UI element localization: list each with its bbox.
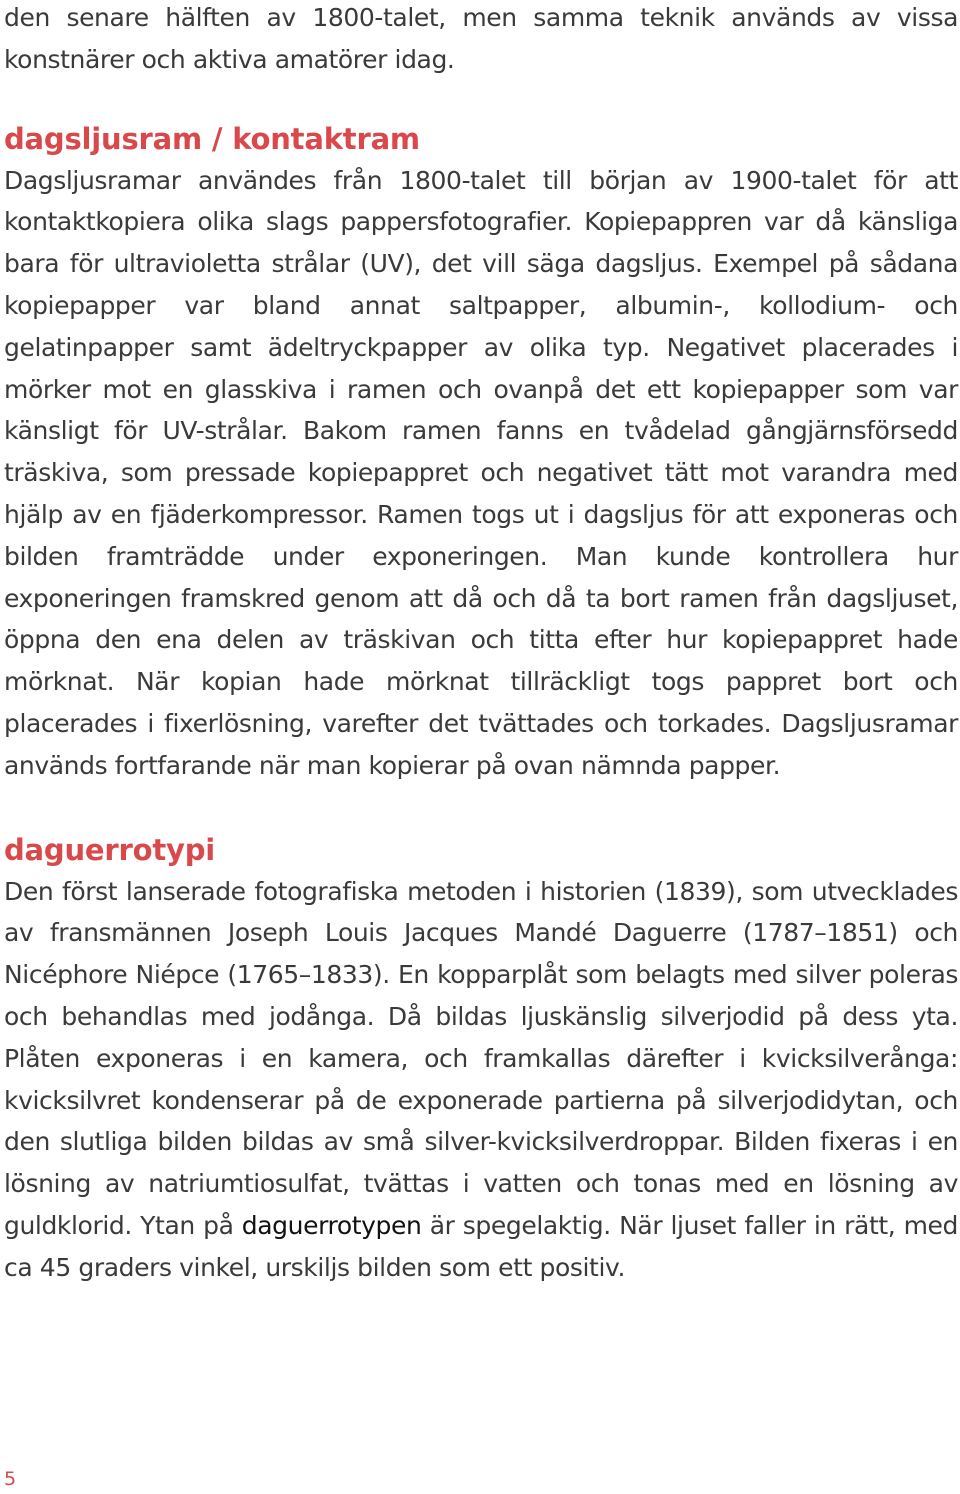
section-body-daguerrotypi xyxy=(4,871,958,1289)
intro-paragraph: den senare hälften av 1800-talet, men samma teknik används av vissa konstnärer och aktiva amatörer idag. xyxy=(4,3,958,74)
body-text-before: Den först lanserade fotografiska metoden i historien (1839), som utvecklades av fransmännen Joseph Louis Jacques Mandé Daguerre (1787–1851) och Nicéphore Niépce (1765–1833). En kopparplåt som belagts med silver poleras och behandlas med jodånga. Då bildas ljuskänslig silverjodid på dess yta. Plåten exponeras i en kamera, och framkallas därefter i kvicksilverånga: kvicksilvret kondenserar på de exponerade partierna på silverjodidytan, och den slutliga bilden bildas av små silver-kvicksilverdroppar. Bilden fixeras i en lösning av natriumtiosulfat, tvättas i vatten och tonas med en lösning av guldklorid. Ytan på xyxy=(4,876,958,1240)
document-page xyxy=(4,0,958,1289)
page-number: 5 xyxy=(4,1468,17,1490)
section-body-dagsljusram: Dagsljusramar användes från 1800-talet till början av 1900-talet för att kontaktkopiera olika slags pappersfotografier. Kopiepappren var då känsliga bara för ultravioletta strålar (UV), det vill säga dagsljus. Exempel på sådana kopiepapper var bland annat saltpapper, albumin-, kollodium- och gelatinpapper samt ädeltryckpapper av olika typ. Negativet placerades i mörker mot en glasskiva i ramen och ovanpå det ett kopiepapper som var känsligt för UV-strålar. Bakom ramen fanns en tvådelad gångjärnsförsedd träskiva, som pressade kopiepappret och negativet tätt mot varandra med hjälp av en fjäderkompressor. Ramen togs ut i dagsljus för att exponeras och bilden framträdde under exponeringen. Man kunde kontrollera hur exponeringen framskred genom att då och då ta bort ramen från dagsljuset, öppna den ena delen av träskivan och titta efter hur kopiepappret hade mörknat. När kopian hade mörknat tillräckligt togs pappret bort och placerades i fixerlösning, varefter det tvättades och torkades. Dagsljusramar används fortfarande när man kopierar på ovan nämnda papper. xyxy=(4,165,958,780)
emphasized-term: daguerrotypen xyxy=(241,1210,422,1240)
section-heading-daguerrotypi: daguerrotypi xyxy=(4,832,215,867)
body-text-after: är spegelaktig. När ljuset faller in rätt, med ca 45 graders vinkel, urskiljs bilden som ett positiv. xyxy=(4,1210,958,1282)
section-heading-dagsljusram: dagsljusram / kontaktram xyxy=(4,121,420,156)
